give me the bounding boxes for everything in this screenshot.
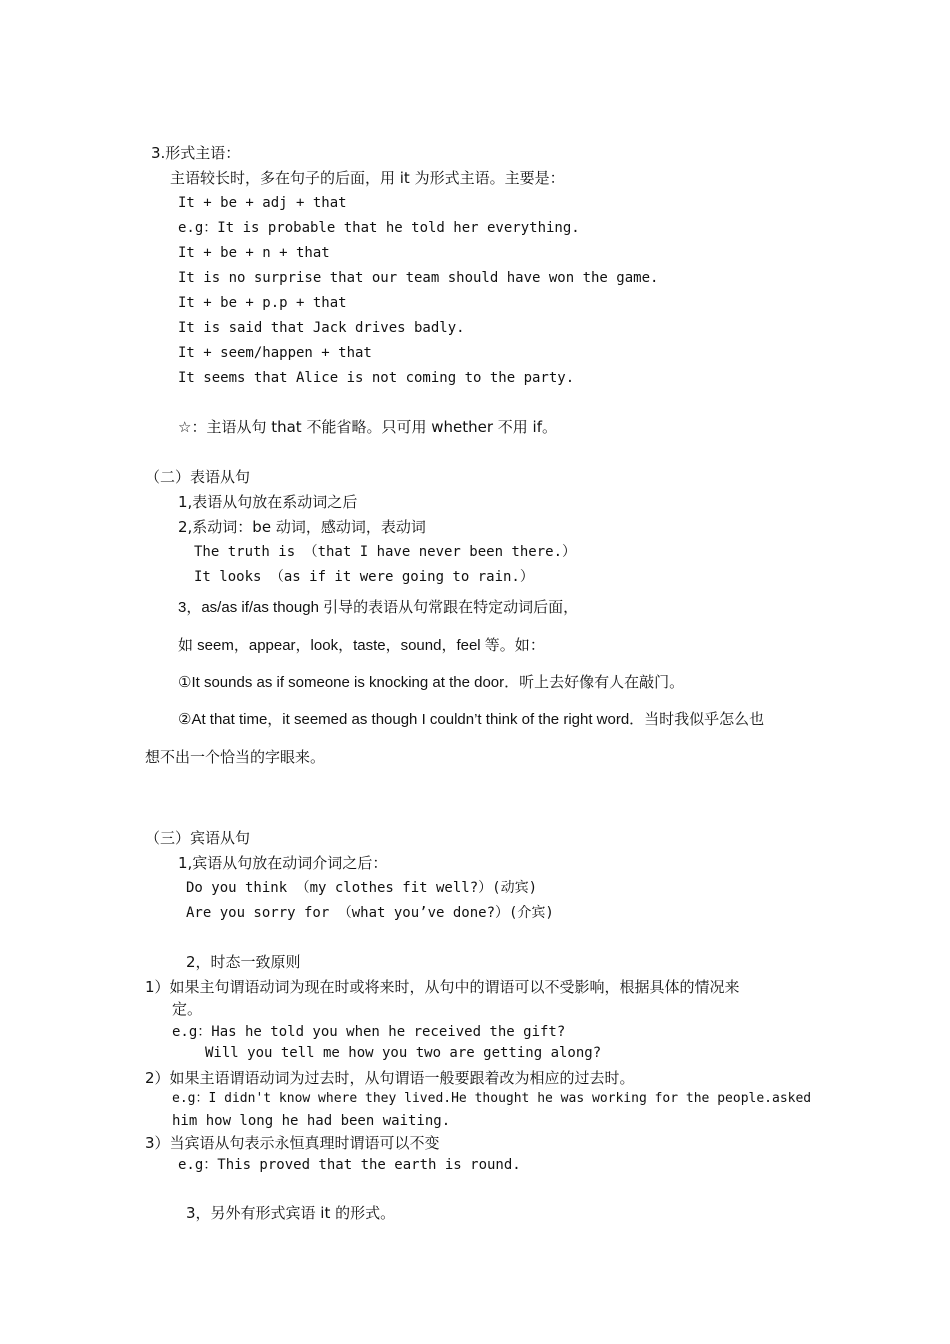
- rule2-example2: him how long he had been waiting.: [172, 1113, 451, 1129]
- example-line: It is no surprise that our team should have won the game.: [178, 270, 659, 286]
- star-note: ☆：主语从句 that 不能省略。只可用 whether 不用 if。: [178, 418, 557, 436]
- predicative-title: （二）表语从句: [145, 468, 251, 486]
- example-line: It is said that Jack drives badly.: [178, 320, 465, 336]
- object-point3: 3，另外有形式宾语 it 的形式。: [186, 1204, 396, 1222]
- object-point1: 1,宾语从句放在动词介词之后：: [178, 854, 388, 872]
- rule1-line1: 1）如果主句谓语动词为现在时或将来时，从句中的谓语可以不受影响，根据具体的情况来: [145, 978, 740, 996]
- section3-intro: 主语较长时，多在句子的后面，用 it 为形式主语。主要是：: [170, 169, 565, 187]
- pattern-line: It + be + adj + that: [178, 195, 347, 211]
- predicative-example1: The truth is （that I have never been there.）: [194, 544, 577, 560]
- predicative-example-a: ①It sounds as if someone is knocking at the door．听上去好像有人在敲门。: [178, 674, 685, 691]
- rule1-example2: Will you tell me how you two are getting along?: [205, 1045, 602, 1061]
- rule3-example: e.g：This proved that the earth is round.: [178, 1157, 521, 1173]
- object-example1: Do you think （my clothes fit well?）(动宾): [186, 880, 538, 896]
- rule2-example1: e.g：I didn't know where they lived.He thought he was working for the people.asked: [172, 1091, 812, 1106]
- example-line: It seems that Alice is not coming to the party.: [178, 370, 575, 386]
- object-point2: 2，时态一致原则: [186, 953, 301, 971]
- predicative-point3b: 如 seem，appear，look，taste，sound，feel 等。如：: [178, 637, 545, 654]
- rule2-line: 2）如果主语谓语动词为过去时，从句谓语一般要跟着改为相应的过去时。: [145, 1069, 635, 1087]
- object-title: （三）宾语从句: [145, 829, 251, 847]
- rule3-line: 3）当宾语从句表示永恒真理时谓语可以不变: [145, 1134, 440, 1152]
- pattern-line: It + be + p.p + that: [178, 295, 347, 311]
- object-example2: Are you sorry for （what you’ve done?）(介宾): [186, 905, 554, 921]
- pattern-line: It + seem/happen + that: [178, 345, 372, 361]
- predicative-point3: 3，as/as if/as though 引导的表语从句常跟在特定动词后面，: [178, 599, 579, 616]
- rule1-line2: 定。: [172, 1000, 203, 1018]
- example-line: e.g：It is probable that he told her everything.: [178, 220, 580, 236]
- pattern-line: It + be + n + that: [178, 245, 330, 261]
- predicative-point1: 1,表语从句放在系动词之后: [178, 493, 358, 511]
- predicative-example-b-cont: 想不出一个恰当的字眼来。: [145, 749, 326, 766]
- section3-title: 3.形式主语：: [151, 144, 241, 162]
- predicative-example-b: ②At that time，it seemed as though I couldn’t think of the right word．当时我似乎怎么也: [178, 711, 765, 728]
- predicative-example2: It looks （as if it were going to rain.）: [194, 569, 534, 585]
- predicative-point2: 2,系动词：be 动词，感动词，表动词: [178, 518, 426, 536]
- rule1-example1: e.g：Has he told you when he received the gift?: [172, 1024, 566, 1040]
